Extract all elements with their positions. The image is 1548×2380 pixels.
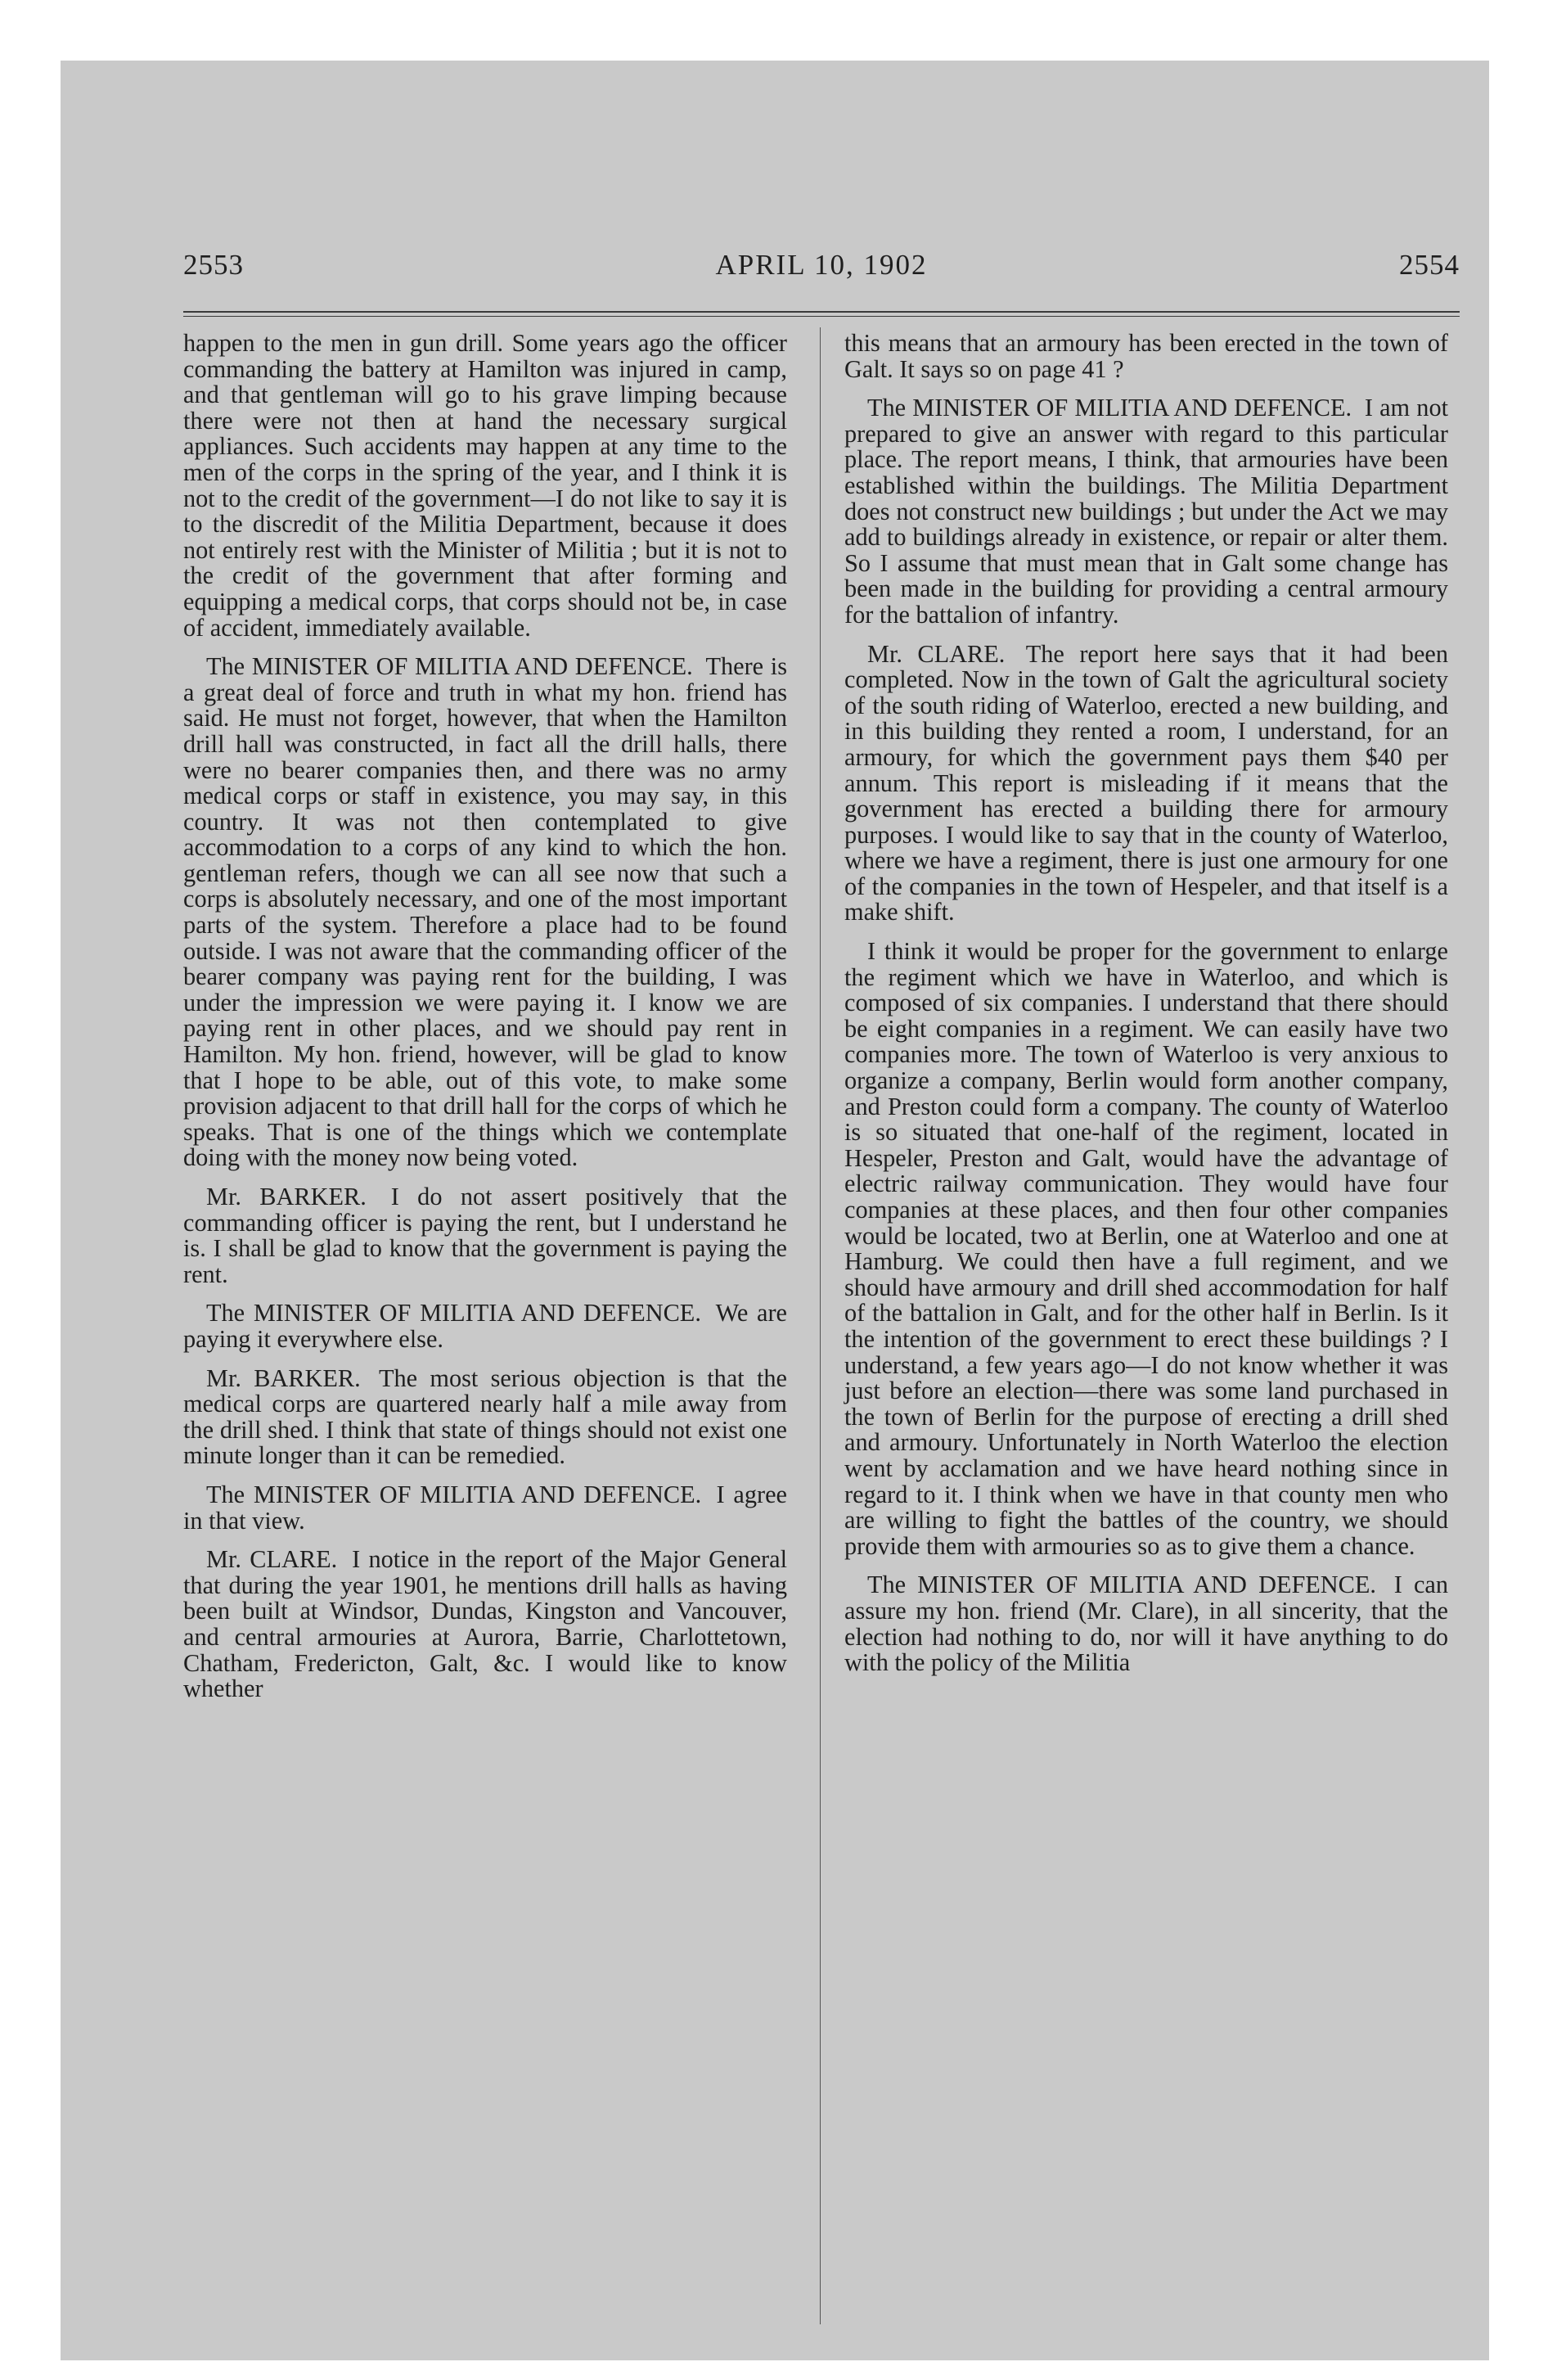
paragraph-text: I agree in that view. [183, 1480, 787, 1535]
paragraph-text: I do not assert positively that the commanding officer is paying the rent, but I understand he is. I shall be glad to know that the government is paying the rent. [183, 1183, 787, 1288]
paragraph-text: I am not prepared to give an answer with regard to this particular place. The report means, I think, that armouries have been established within the buildings. The Militia Department does not construct new buildings ; but under the Act we may add to buildings already in existence, or repair or alter them. So I assume that must mean that in Galt some change has been made in the building for providing a central armoury for the battalion of infantry. [844, 394, 1449, 629]
paragraph-speaker: The MINISTER OF MILITIA AND DEFENCE. [867, 1571, 1376, 1599]
paragraph [844, 331, 1448, 382]
paragraph [844, 639, 1448, 926]
header-date: APRIL 10, 1902 [715, 249, 928, 281]
paragraph [183, 654, 787, 1171]
paragraph-speaker: Mr. BARKER. [206, 1183, 367, 1210]
paragraph-speaker: The MINISTER OF MILITIA AND DEFENCE. [867, 394, 1352, 422]
paragraph-speaker: The MINISTER OF MILITIA AND DEFENCE. [206, 1480, 702, 1508]
scanned-page [61, 61, 1489, 2360]
paragraph [844, 939, 1448, 1559]
paragraph [183, 1184, 787, 1287]
column-divider [820, 327, 821, 2324]
page-number-right: 2554 [1399, 249, 1460, 281]
right-column [844, 331, 1448, 1689]
paragraph [183, 1482, 787, 1534]
paragraph-speaker: Mr. CLARE. [206, 1545, 338, 1574]
paragraph-text: I notice in the report of the Major General that during the year 1901, he mentions drill halls as having been built at Windsor, Dundas, Kingston and Vancouver, and central armouries at Aurora, Barrie, Charlottetown, Chatham, Fredericton, Galt, &c. I would like to know whether [183, 1545, 787, 1703]
paragraph-text: We are paying it everywhere else. [183, 1299, 787, 1353]
paragraph-speaker: Mr. BARKER. [206, 1364, 361, 1392]
paragraph [844, 1572, 1448, 1675]
paragraph-text: I think it would be proper for the government to enlarge the regiment which we have in Waterloo, and which is composed of six companies. I understand that there should be eight companies in a regiment. We can easily have two companies more. The town of Waterloo is very anxious to organize a company, Berlin would form another company, and Preston could form a company. The county of Waterloo is so situated that one-half of the regiment, located in Hespeler, Preston and Galt, would have the advantage of electric railway communication. They would have four companies at these places, and then four other companies would be located, two at Berlin, one at Waterloo and one at Hamburg. We could then have a full regiment, and we should have armoury and drill shed accommodation for half of the battalion in Galt, and for the other half in Berlin. Is it the intention of the government to erect these buildings ? I understand, a few years ago—I do not know whether it was just before an election—there was some land purchased in the town of Berlin for the purpose of erecting a drill shed and armoury. Unfortunately in North Waterloo the election went by acclamation and we have heard nothing since in regard to it. I think when we have in that county men who are willing to fight the battles of the country, we should provide them with armouries so as to give them a chance. [844, 937, 1448, 1560]
paragraph-speaker: The MINISTER OF MILITIA AND DEFENCE. [206, 652, 693, 681]
paragraph-text: There is a great deal of force and truth in what my hon. friend has said. He must not forget, however, that when the Hamilton drill hall was constructed, in fact all the drill halls, there were no bearer companies then, and there was no army medical corps or staff in existence, you may say, in this country. It was not then contemplated to give accommodation to a corps of any kind to which the hon. gentleman refers, though we can all see now that such a corps is absolutely necessary, and one of the most important parts of the system. Therefore a place had to be found outside. I was not aware that the commanding officer of the bearer company was paying rent for the building, I was under the impression we were paying it. I know we are paying rent in other places, and we should pay rent in Hamilton. My hon. friend, however, will be glad to know that I hope to be able, out of this vote, to make some provision adjacent to that drill hall for the corps of which he speaks. That is one of the things which we contemplate doing with the money now being voted. [183, 652, 788, 1172]
paragraph-speaker: The MINISTER OF MILITIA AND DEFENCE. [206, 1299, 701, 1327]
paragraph [844, 395, 1448, 628]
paragraph-speaker: Mr. CLARE. [867, 639, 1006, 668]
header-rule [183, 311, 1460, 317]
page-number-left: 2553 [183, 249, 244, 281]
paragraph-text: The report here says that it had been completed. Now in the town of Galt the agricultural society of the south riding of Waterloo, erected a new building, and in this building they rented a room, I understand, for an armoury, for which the government pays them $40 per annum. This report is misleading if it means that the government has erected a building there for armoury purposes. I would like to say that in the county of Waterloo, where we have a regiment, there is just one armoury for one of the companies in the town of Hespeler, and that itself is a make shift. [844, 639, 1448, 926]
hansard-page [183, 249, 1460, 2344]
page-header [183, 249, 1460, 291]
paragraph [183, 331, 787, 641]
paragraph-text: this means that an armoury has been erected in the town of Galt. It says so on page 41 ? [844, 329, 1448, 383]
paragraph-text: The most serious objection is that the medical corps are quartered nearly half a mile away from the drill shed. I think that state of things should not exist one minute longer than it can be remedied. [183, 1364, 787, 1470]
paragraph-text: I can assure my hon. friend (Mr. Clare), in all sincerity, that the election had nothing to do, nor will it have anything to do with the policy of the Militia [844, 1571, 1448, 1677]
paragraph [183, 1547, 787, 1702]
paragraph-text: happen to the men in gun drill. Some years ago the officer commanding the battery at Hamilton was injured in camp, and that gentleman will go to his grave limping because there were not then at hand the necessary surgical appliances. Such accidents may happen at any time to the men of the corps in the spring of the year, and I think it is not to the credit of the government—I do not like to say it is to the discredit of the Militia Department, because it does not entirely rest with the Minister of Militia ; but it is not to the credit of the government that after forming and equipping a medical corps, that corps should not be, in case of accident, immediately available. [183, 329, 787, 642]
paragraph [183, 1300, 787, 1352]
left-column [183, 331, 787, 1715]
paragraph [183, 1366, 787, 1469]
